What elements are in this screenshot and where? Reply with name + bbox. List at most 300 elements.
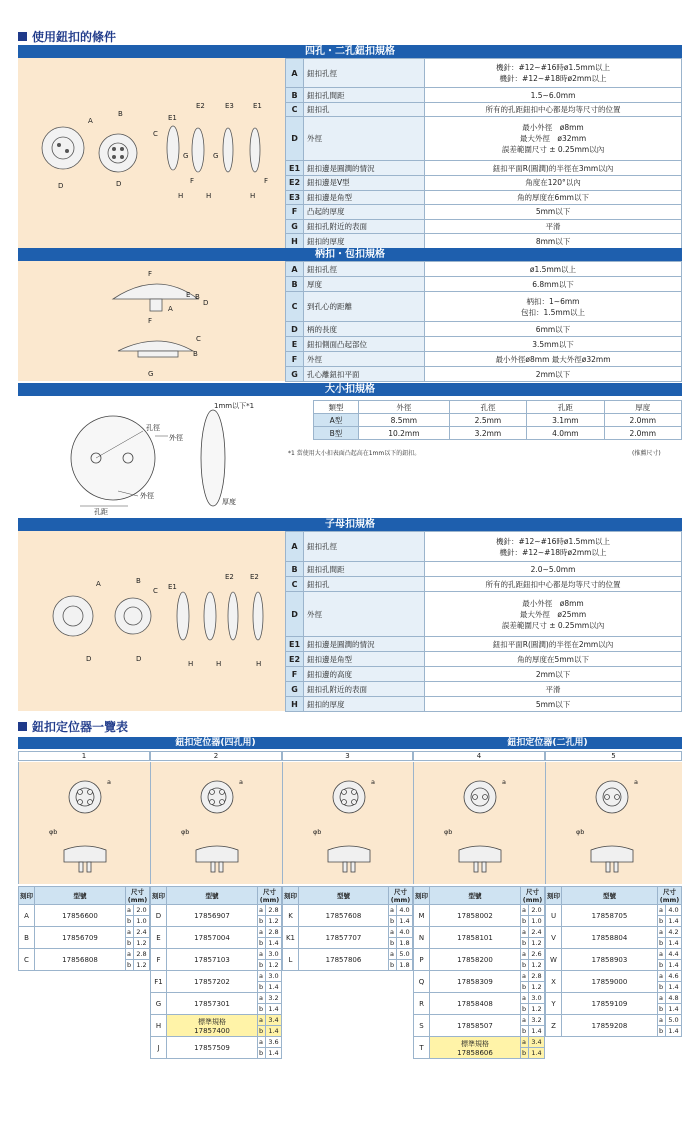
size-header: 尺寸(mm) (126, 887, 150, 905)
snap-title: 子母扣規格 (18, 518, 682, 531)
locator-mark: T (414, 1037, 430, 1059)
size-header: 尺寸(mm) (658, 887, 682, 905)
locator-part-number (562, 971, 658, 993)
spec-row (286, 102, 682, 117)
spec-name: 厚度 (304, 277, 425, 292)
svg-text:1mm以下*1: 1mm以下*1 (214, 402, 255, 410)
spec-value-line: ø1.5mm以上 (529, 264, 577, 274)
spec-value-line: 最大外徑 ø32mm (519, 134, 587, 144)
part-number-value: 17858309 (457, 977, 493, 986)
locator-row (546, 927, 682, 938)
spec-name: 外徑 (304, 352, 425, 367)
spec-value-line: 角的厚度在6mm以下 (517, 192, 589, 202)
svg-text:E1: E1 (253, 102, 262, 110)
svg-text:E: E (186, 291, 191, 299)
size-b-label: b (521, 1004, 529, 1015)
locator-part-number (167, 971, 258, 993)
spec-row (286, 190, 682, 205)
spec-key: F (286, 205, 304, 220)
spec-row (286, 682, 682, 697)
size-a-value: 3.0 (266, 971, 282, 982)
spec-value-line: 最小外徑 ø8mm (522, 598, 584, 608)
size-b-value: 1.2 (266, 916, 282, 927)
spec-value-line: 鈕扣平面R(圓潤)的半徑在3mm以內 (492, 163, 614, 173)
spec-value (425, 682, 682, 697)
svg-text:D: D (203, 299, 209, 307)
spec-value-line: 5mm以下 (535, 699, 571, 709)
size-header: 尺寸(mm) (258, 887, 282, 905)
spec-value-line: 機針：#12~#16時ø1.5mm以上 (495, 536, 611, 546)
spec-name: 鈕扣邊是圓潤的情況 (304, 637, 425, 652)
part-number-value: 17858804 (591, 933, 628, 942)
locator-number: 5 (545, 751, 682, 761)
locator-row (283, 927, 413, 938)
size-b-label: b (658, 938, 666, 949)
size-b-value: 1.4 (666, 1026, 682, 1037)
size-a-value: 3.2 (529, 1015, 545, 1026)
locator-part-number (299, 905, 389, 927)
locator-table-header (546, 887, 682, 905)
spec-value-line: 平滑 (545, 684, 561, 694)
part-header: 型號 (35, 887, 126, 905)
spec-key: D (286, 322, 304, 337)
locator-table-header (151, 887, 282, 905)
locator-part-number (430, 993, 521, 1015)
spec-key: B (286, 88, 304, 103)
spec-value-line: 包扣：1.5mm以上 (520, 307, 586, 317)
section-heading-locators: 鈕扣定位器一覽表 (18, 718, 128, 735)
locator-mark: D (151, 905, 167, 927)
size-b-label: b (389, 960, 397, 971)
size-b-value: 1.8 (397, 960, 413, 971)
size-a-label: a (258, 1015, 266, 1026)
locator-row (546, 971, 682, 982)
spec-value (425, 322, 682, 337)
locator-row (414, 993, 545, 1004)
svg-text:φb: φb (49, 828, 58, 836)
spec-key: E3 (286, 190, 304, 205)
spec-key: E2 (286, 175, 304, 190)
spec-name: 鈕扣邊是V型 (304, 175, 425, 190)
spec-key: H (286, 234, 304, 249)
spec-name: 鈕扣邊是角型 (304, 190, 425, 205)
four-hole-diagram (18, 58, 285, 248)
snap-diagram (18, 531, 285, 711)
part-number-value: 17857202 (194, 977, 230, 986)
spec-value-line: 6mm以下 (535, 324, 571, 334)
size-b-value: 1.4 (266, 938, 282, 949)
locator-part-number (430, 905, 521, 927)
locator-table (413, 886, 545, 1059)
svg-text:a: a (239, 778, 243, 786)
size-a-value: 3.6 (266, 1037, 282, 1048)
locator-part-number (35, 905, 126, 927)
size-note-recommend: (推薦尺寸) (632, 450, 661, 457)
part-number-value: 17858507 (457, 1021, 493, 1030)
locator-diagram (545, 762, 682, 884)
spec-row (286, 117, 682, 161)
locator-diagram (413, 762, 545, 884)
size-a-label: a (521, 971, 529, 982)
locator-table (18, 886, 150, 971)
svg-text:F: F (148, 270, 153, 278)
size-b-label: b (126, 938, 134, 949)
spec-value-line: 角度在120°以內 (525, 178, 581, 188)
locator-mark: J (151, 1037, 167, 1059)
spec-name: 鈕扣孔 (304, 102, 425, 117)
locator-mark: B (19, 927, 35, 949)
spec-name: 鈕扣孔附近的表面 (304, 682, 425, 697)
size-a-label: a (521, 905, 529, 916)
spec-name: 鈕扣的厚度 (304, 234, 425, 249)
spec-name: 鈕扣孔 (304, 577, 425, 592)
spec-value (425, 592, 682, 637)
locator-row (151, 971, 282, 982)
size-b-label: b (658, 1004, 666, 1015)
svg-text:孔距: 孔距 (94, 508, 108, 516)
locator-mark: F (151, 949, 167, 971)
size-b-value: 1.2 (529, 960, 545, 971)
spec-name: 鈕扣的厚度 (304, 697, 425, 712)
size-a-value: 2.4 (134, 927, 150, 938)
spec-value-line: 柄扣：1~6mm (526, 296, 580, 306)
svg-text:φb: φb (576, 828, 585, 836)
spec-value (425, 352, 682, 367)
spec-value (425, 161, 682, 176)
spec-value (425, 219, 682, 234)
spec-value (425, 190, 682, 205)
size-diagram (18, 396, 285, 516)
spec-key: H (286, 697, 304, 712)
spec-name: 柄的長度 (304, 322, 425, 337)
svg-text:A: A (88, 117, 93, 125)
mark-header: 刻印 (19, 887, 35, 905)
size-a-label: a (521, 927, 529, 938)
locator-mark: H (151, 1015, 167, 1037)
size-b-label: b (258, 1048, 266, 1059)
svg-text:H: H (256, 660, 262, 668)
size-b-label: b (658, 1026, 666, 1037)
section-heading-conditions: 使用鈕扣的條件 (18, 28, 116, 45)
locator-part-number (167, 1037, 258, 1059)
standard-label: 標準規格 (461, 1039, 489, 1048)
part-number-value: 17856907 (194, 911, 230, 920)
spec-value (425, 337, 682, 352)
size-a-label: a (521, 949, 529, 960)
svg-text:F: F (264, 177, 269, 185)
spec-key: F (286, 667, 304, 682)
size-b-label: b (521, 960, 529, 971)
locator-part-number (430, 1037, 521, 1059)
spec-value-line: 最小外徑ø8mm 最大外徑ø32mm (495, 354, 611, 364)
part-number-value: 17857608 (325, 911, 362, 920)
part-number-value: 17858408 (457, 999, 493, 1008)
size-b-label: b (258, 960, 266, 971)
spec-name: 鈕扣側面凸起部位 (304, 337, 425, 352)
locator-row (546, 949, 682, 960)
part-number-value: 17857707 (325, 933, 362, 942)
spec-value-line: 8mm以下 (535, 236, 571, 246)
svg-text:F: F (190, 177, 195, 185)
locator-mark: Z (546, 1015, 562, 1037)
locator-row (414, 1037, 545, 1048)
svg-text:φb: φb (444, 828, 453, 836)
size-a-value: 3.2 (266, 993, 282, 1004)
size-a-label: a (521, 993, 529, 1004)
size-b-value: 1.2 (529, 1004, 545, 1015)
part-number-value: 17857004 (194, 933, 230, 942)
spec-value (425, 697, 682, 712)
spec-row (286, 234, 682, 249)
size-b-value: 1.2 (529, 938, 545, 949)
size-a-value: 4.4 (666, 949, 682, 960)
part-header: 型號 (562, 887, 658, 905)
locator-part-number (35, 949, 126, 971)
size-a-value: 5.0 (666, 1015, 682, 1026)
svg-text:E1: E1 (168, 583, 177, 591)
size-b-label: b (658, 960, 666, 971)
locator-row (19, 949, 150, 960)
locator-part-number (167, 993, 258, 1015)
svg-text:H: H (216, 660, 222, 668)
locator-part-number (167, 905, 258, 927)
size-a-label: a (258, 927, 266, 938)
locator-mark: G (151, 993, 167, 1015)
svg-text:外徑: 外徑 (169, 434, 183, 442)
spec-value (425, 367, 682, 382)
locator-number: 2 (150, 751, 282, 761)
svg-text:a: a (107, 778, 111, 786)
svg-text:C: C (196, 335, 201, 343)
spec-row (286, 59, 682, 88)
size-b-value: 1.2 (134, 938, 150, 949)
locator-mark: W (546, 949, 562, 971)
size-b-value: 1.4 (529, 1048, 545, 1059)
locator-two-hole-header: 鈕扣定位器(二孔用) (413, 737, 682, 749)
size-a-value: 2.8 (529, 971, 545, 982)
spec-name: 鈕扣孔徑 (304, 262, 425, 277)
locator-mark: C (19, 949, 35, 971)
spec-row (286, 161, 682, 176)
locator-mark: Q (414, 971, 430, 993)
spec-name: 鈕扣孔徑 (304, 59, 425, 88)
size-b-label: b (258, 1026, 266, 1037)
spec-row (286, 322, 682, 337)
size-b-value: 1.0 (134, 916, 150, 927)
size-b-value: 1.4 (666, 960, 682, 971)
spec-key: E2 (286, 652, 304, 667)
locator-row (19, 905, 150, 916)
svg-text:A: A (168, 305, 173, 313)
size-a-value: 2.8 (266, 905, 282, 916)
size-a-value: 4.0 (397, 927, 413, 938)
spec-row (286, 175, 682, 190)
spec-value-line: 角的厚度在5mm以下 (517, 654, 589, 664)
spec-value (425, 292, 682, 322)
size-note: *1 當使用大小扣表面凸起高在1mm以下的鈕扣。 (288, 450, 421, 457)
spec-value-line: 2.0~5.0mm (530, 564, 576, 574)
size-b-value: 1.4 (666, 916, 682, 927)
size-a-label: a (258, 1037, 266, 1048)
size-a-value: 2.4 (529, 927, 545, 938)
spec-name: 孔心離鈕扣平面 (304, 367, 425, 382)
spec-key: B (286, 562, 304, 577)
svg-text:A: A (96, 580, 101, 588)
locator-table-header (283, 887, 413, 905)
locator-part-number (35, 927, 126, 949)
svg-text:B: B (118, 110, 123, 118)
size-a-value: 2.8 (134, 949, 150, 960)
svg-text:C: C (153, 587, 158, 595)
spec-value-line: 誤差範圍尺寸 ± 0.25mm以內 (501, 620, 605, 630)
locator-table-header (19, 887, 150, 905)
spec-key: C (286, 102, 304, 117)
spec-name: 鈕扣孔附近的表面 (304, 219, 425, 234)
spec-value (425, 88, 682, 103)
svg-text:H: H (188, 660, 194, 668)
size-a-value: 3.0 (529, 993, 545, 1004)
size-b-value: 1.4 (666, 1004, 682, 1015)
locator-part-number (430, 971, 521, 993)
locator-row (414, 905, 545, 916)
locator-row (151, 927, 282, 938)
spec-value-line: 2mm以下 (535, 369, 571, 379)
mark-header: 刻印 (414, 887, 430, 905)
svg-text:H: H (250, 192, 256, 200)
spec-key: A (286, 59, 304, 88)
locator-mark: K1 (283, 927, 299, 949)
spec-value-line: 5mm以下 (535, 207, 571, 217)
spec-key: G (286, 219, 304, 234)
shank-title: 柄扣・包扣規格 (18, 248, 682, 261)
standard-label: 標準規格 (198, 1017, 226, 1026)
spec-value (425, 562, 682, 577)
spec-value-line: 最小外徑 ø8mm (522, 123, 584, 133)
spec-name: 外徑 (304, 592, 425, 637)
spec-value (425, 102, 682, 117)
spec-row (286, 352, 682, 367)
shank-spec-table (285, 261, 682, 382)
size-b-value: 1.4 (266, 1004, 282, 1015)
locator-diagram (18, 762, 150, 884)
locator-row (19, 927, 150, 938)
locator-part-number (562, 1015, 658, 1037)
spec-name: 鈕扣邊的高度 (304, 667, 425, 682)
spec-name: 外徑 (304, 117, 425, 161)
size-b-label: b (258, 982, 266, 993)
spec-value-line: 1.5~6.0mm (530, 90, 576, 100)
spec-row (286, 367, 682, 382)
size-table: 類型 外徑 孔徑 孔距 厚度 A型 8.5mm 2.5mm 3.1mm 2.0mm B型 10.2mm 3.2mm 4.0mm 2.0mm (313, 400, 682, 440)
spec-value (425, 117, 682, 161)
locator-row (414, 927, 545, 938)
locator-mark: L (283, 949, 299, 971)
spec-value-line: 6.8mm以下 (532, 279, 574, 289)
locator-row (151, 949, 282, 960)
locator-mark: F1 (151, 971, 167, 993)
part-header: 型號 (167, 887, 258, 905)
spec-name: 凸起的厚度 (304, 205, 425, 220)
size-b-label: b (389, 916, 397, 927)
svg-text:厚度: 厚度 (222, 498, 236, 506)
size-b-value: 1.2 (266, 960, 282, 971)
locator-row (283, 949, 413, 960)
size-a-label: a (126, 949, 134, 960)
size-a-value: 2.8 (266, 927, 282, 938)
size-header: 尺寸(mm) (521, 887, 545, 905)
spec-row (286, 592, 682, 637)
svg-text:a: a (502, 778, 506, 786)
locator-row (546, 1015, 682, 1026)
locator-mark: A (19, 905, 35, 927)
locator-mark: E (151, 927, 167, 949)
size-b-value: 1.4 (666, 938, 682, 949)
size-a-label: a (389, 927, 397, 938)
size-a-label: a (389, 905, 397, 916)
spec-value (425, 577, 682, 592)
spec-key: F (286, 352, 304, 367)
spec-value (425, 262, 682, 277)
size-a-value: 3.4 (266, 1015, 282, 1026)
part-number-value: 17857301 (194, 999, 230, 1008)
locator-number: 4 (413, 751, 545, 761)
locator-part-number (299, 927, 389, 949)
size-b-label: b (258, 938, 266, 949)
locator-part-number (430, 1015, 521, 1037)
size-header: 尺寸(mm) (389, 887, 413, 905)
size-a-value: 2.6 (529, 949, 545, 960)
part-number-value: 17858200 (457, 955, 493, 964)
spec-row (286, 88, 682, 103)
mark-header: 刻印 (546, 887, 562, 905)
size-a-label: a (258, 905, 266, 916)
part-number-value: 17859208 (591, 1021, 628, 1030)
size-b-value: 1.2 (134, 960, 150, 971)
svg-text:D: D (86, 655, 92, 663)
size-title: 大小扣規格 (18, 383, 682, 396)
locator-mark: Y (546, 993, 562, 1015)
part-number-value: 17857400 (194, 1026, 230, 1035)
size-b-value: 1.4 (266, 1048, 282, 1059)
svg-text:D: D (116, 180, 122, 188)
locator-number: 3 (282, 751, 413, 761)
locator-part-number (562, 927, 658, 949)
spec-name: 鈕扣孔間距 (304, 88, 425, 103)
part-number-value: 17858606 (457, 1048, 493, 1057)
size-b-value: 1.0 (529, 916, 545, 927)
size-b-label: b (258, 916, 266, 927)
spec-value (425, 667, 682, 682)
svg-text:G: G (183, 152, 189, 160)
size-b-value: 1.4 (397, 916, 413, 927)
size-a-label: a (658, 993, 666, 1004)
size-b-value: 1.4 (529, 1026, 545, 1037)
locator-row (151, 1015, 282, 1026)
size-a-label: a (658, 905, 666, 916)
spec-value-line: 2mm以下 (535, 669, 571, 679)
locator-four-hole-header: 鈕扣定位器(四孔用) (18, 737, 413, 749)
svg-text:孔徑: 孔徑 (146, 424, 160, 432)
spec-key: E (286, 337, 304, 352)
size-b-label: b (258, 1004, 266, 1015)
four-hole-title: 四孔・二孔鈕扣規格 (18, 45, 682, 58)
size-a-value: 4.8 (666, 993, 682, 1004)
size-b-value: 1.4 (266, 982, 282, 993)
locator-mark: U (546, 905, 562, 927)
locator-table (150, 886, 282, 1059)
locator-part-number (430, 927, 521, 949)
size-a-label: a (258, 971, 266, 982)
